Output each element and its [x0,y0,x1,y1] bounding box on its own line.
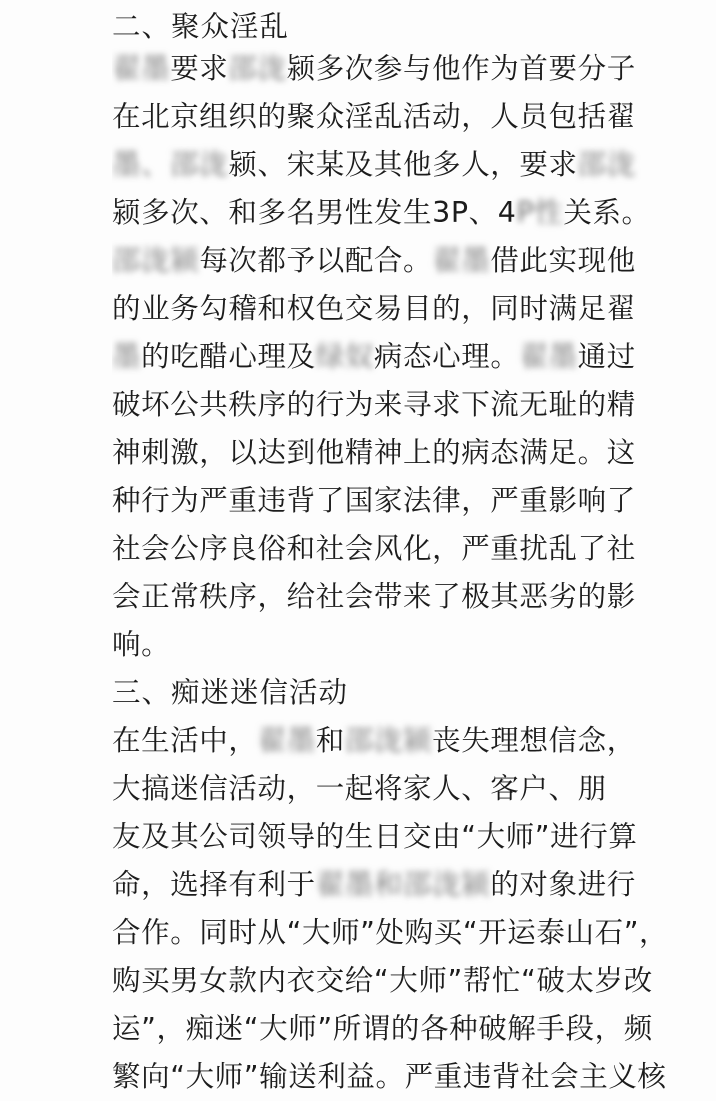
section-heading-assembly [112,3,702,51]
text-segment: 颍多次参与他作为首要分子 [286,52,636,85]
text-segment: 和 [315,724,345,757]
paragraph-line [112,861,702,909]
blurred-name: 绿奴 [315,340,374,373]
text-segment: 的对象进行 [490,868,636,901]
text-segment: 的业务勾稽和权色交易目的，同时满足翟 [112,292,636,325]
text-segment: 丧失理想信念， [432,724,636,757]
blurred-name: 翟墨和邵泷颍 [315,868,491,901]
paragraph-line [112,957,702,1005]
blurred-name: 墨、 [112,148,171,181]
text-segment: 繁向“大师”输送利益。严重违背社会主义核 [112,1060,667,1093]
paragraph-line [112,141,702,189]
text-segment: 的吃醋心理及 [141,340,316,373]
blurred-name: 邵泷 [577,148,636,181]
text-segment: 神刺激，以达到他精神上的病态满足。这 [112,436,636,469]
blurred-name: 翟墨 [432,244,491,277]
text-segment: 种行为严重违背了国家法律，严重影响了 [112,484,636,517]
blurred-name: 邵泷颍 [344,724,433,757]
text-segment: 每次都予以配合。 [199,244,433,277]
blurred-name: 翟墨 [519,340,578,373]
paragraph-line [112,909,702,957]
section-heading-text: 三、痴迷迷信活动 [112,676,349,709]
paragraph-line [112,333,702,381]
text-segment: 在北京组织的聚众淫乱活动，人员包括翟 [112,100,636,133]
paragraph-line [112,45,702,93]
paragraph-line [112,717,702,765]
section-heading-superstition [112,669,702,717]
paragraph-line [112,1053,702,1101]
paragraph-line [112,285,702,333]
paragraph-line [112,573,702,621]
paragraph-line [112,813,702,861]
text-segment: 颍、宋某及其他多人，要求 [228,148,578,181]
text-segment: 病态心理。 [373,340,520,373]
section-heading-text: 二、聚众淫乱 [112,10,290,43]
text-segment: 运”，痴迷“大师”所谓的各种破解手段，频 [112,1012,653,1045]
blurred-name: 墨 [112,340,142,373]
text-segment: 命，选择有利于 [112,868,316,901]
paragraph-line [112,237,702,285]
blurred-name: 翟墨 [257,724,316,757]
text-segment: 合作。同时从“大师”处购买“开运泰山石”， [112,916,669,949]
text-segment: 借此实现他 [490,244,636,277]
blurred-name: 邵泷 [228,52,287,85]
text-segment: 要求 [170,52,229,85]
text-segment: 会正常秩序，给社会带来了极其恶劣的影 [112,580,636,613]
text-segment: 颍多次、和多名男性发生3P、4 [112,196,517,229]
text-segment: 在生活中， [112,724,258,757]
blurred-name: 邵泷 [170,148,229,181]
text-segment: 通过 [577,340,636,373]
text-segment: 友及其公司领导的生日交由“大师”进行算 [112,820,638,853]
paragraph-line [112,1005,702,1053]
paragraph-line [112,189,702,237]
paragraph-line [112,429,702,477]
blurred-name: P性 [516,196,564,229]
paragraph-line [112,477,702,525]
text-segment: 响。 [112,628,171,661]
text-segment: 购买男女款内衣交给“大师”帮忙“破太岁改 [112,964,653,997]
text-segment: 社会公序良俗和社会风化，严重扰乱了社 [112,532,636,565]
blurred-name: 翟墨 [112,52,171,85]
paragraph-line [112,621,702,669]
paragraph-line [112,381,702,429]
text-segment: 破坏公共秩序的行为来寻求下流无耻的精 [112,388,636,421]
paragraph-line [112,525,702,573]
paragraph-line [112,93,702,141]
paragraph-line [112,765,702,813]
blurred-name: 邵泷颍 [112,244,200,277]
text-segment: 关系。 [563,196,651,229]
text-segment: 大搞迷信活动，一起将家人、客户、朋 [112,772,607,805]
